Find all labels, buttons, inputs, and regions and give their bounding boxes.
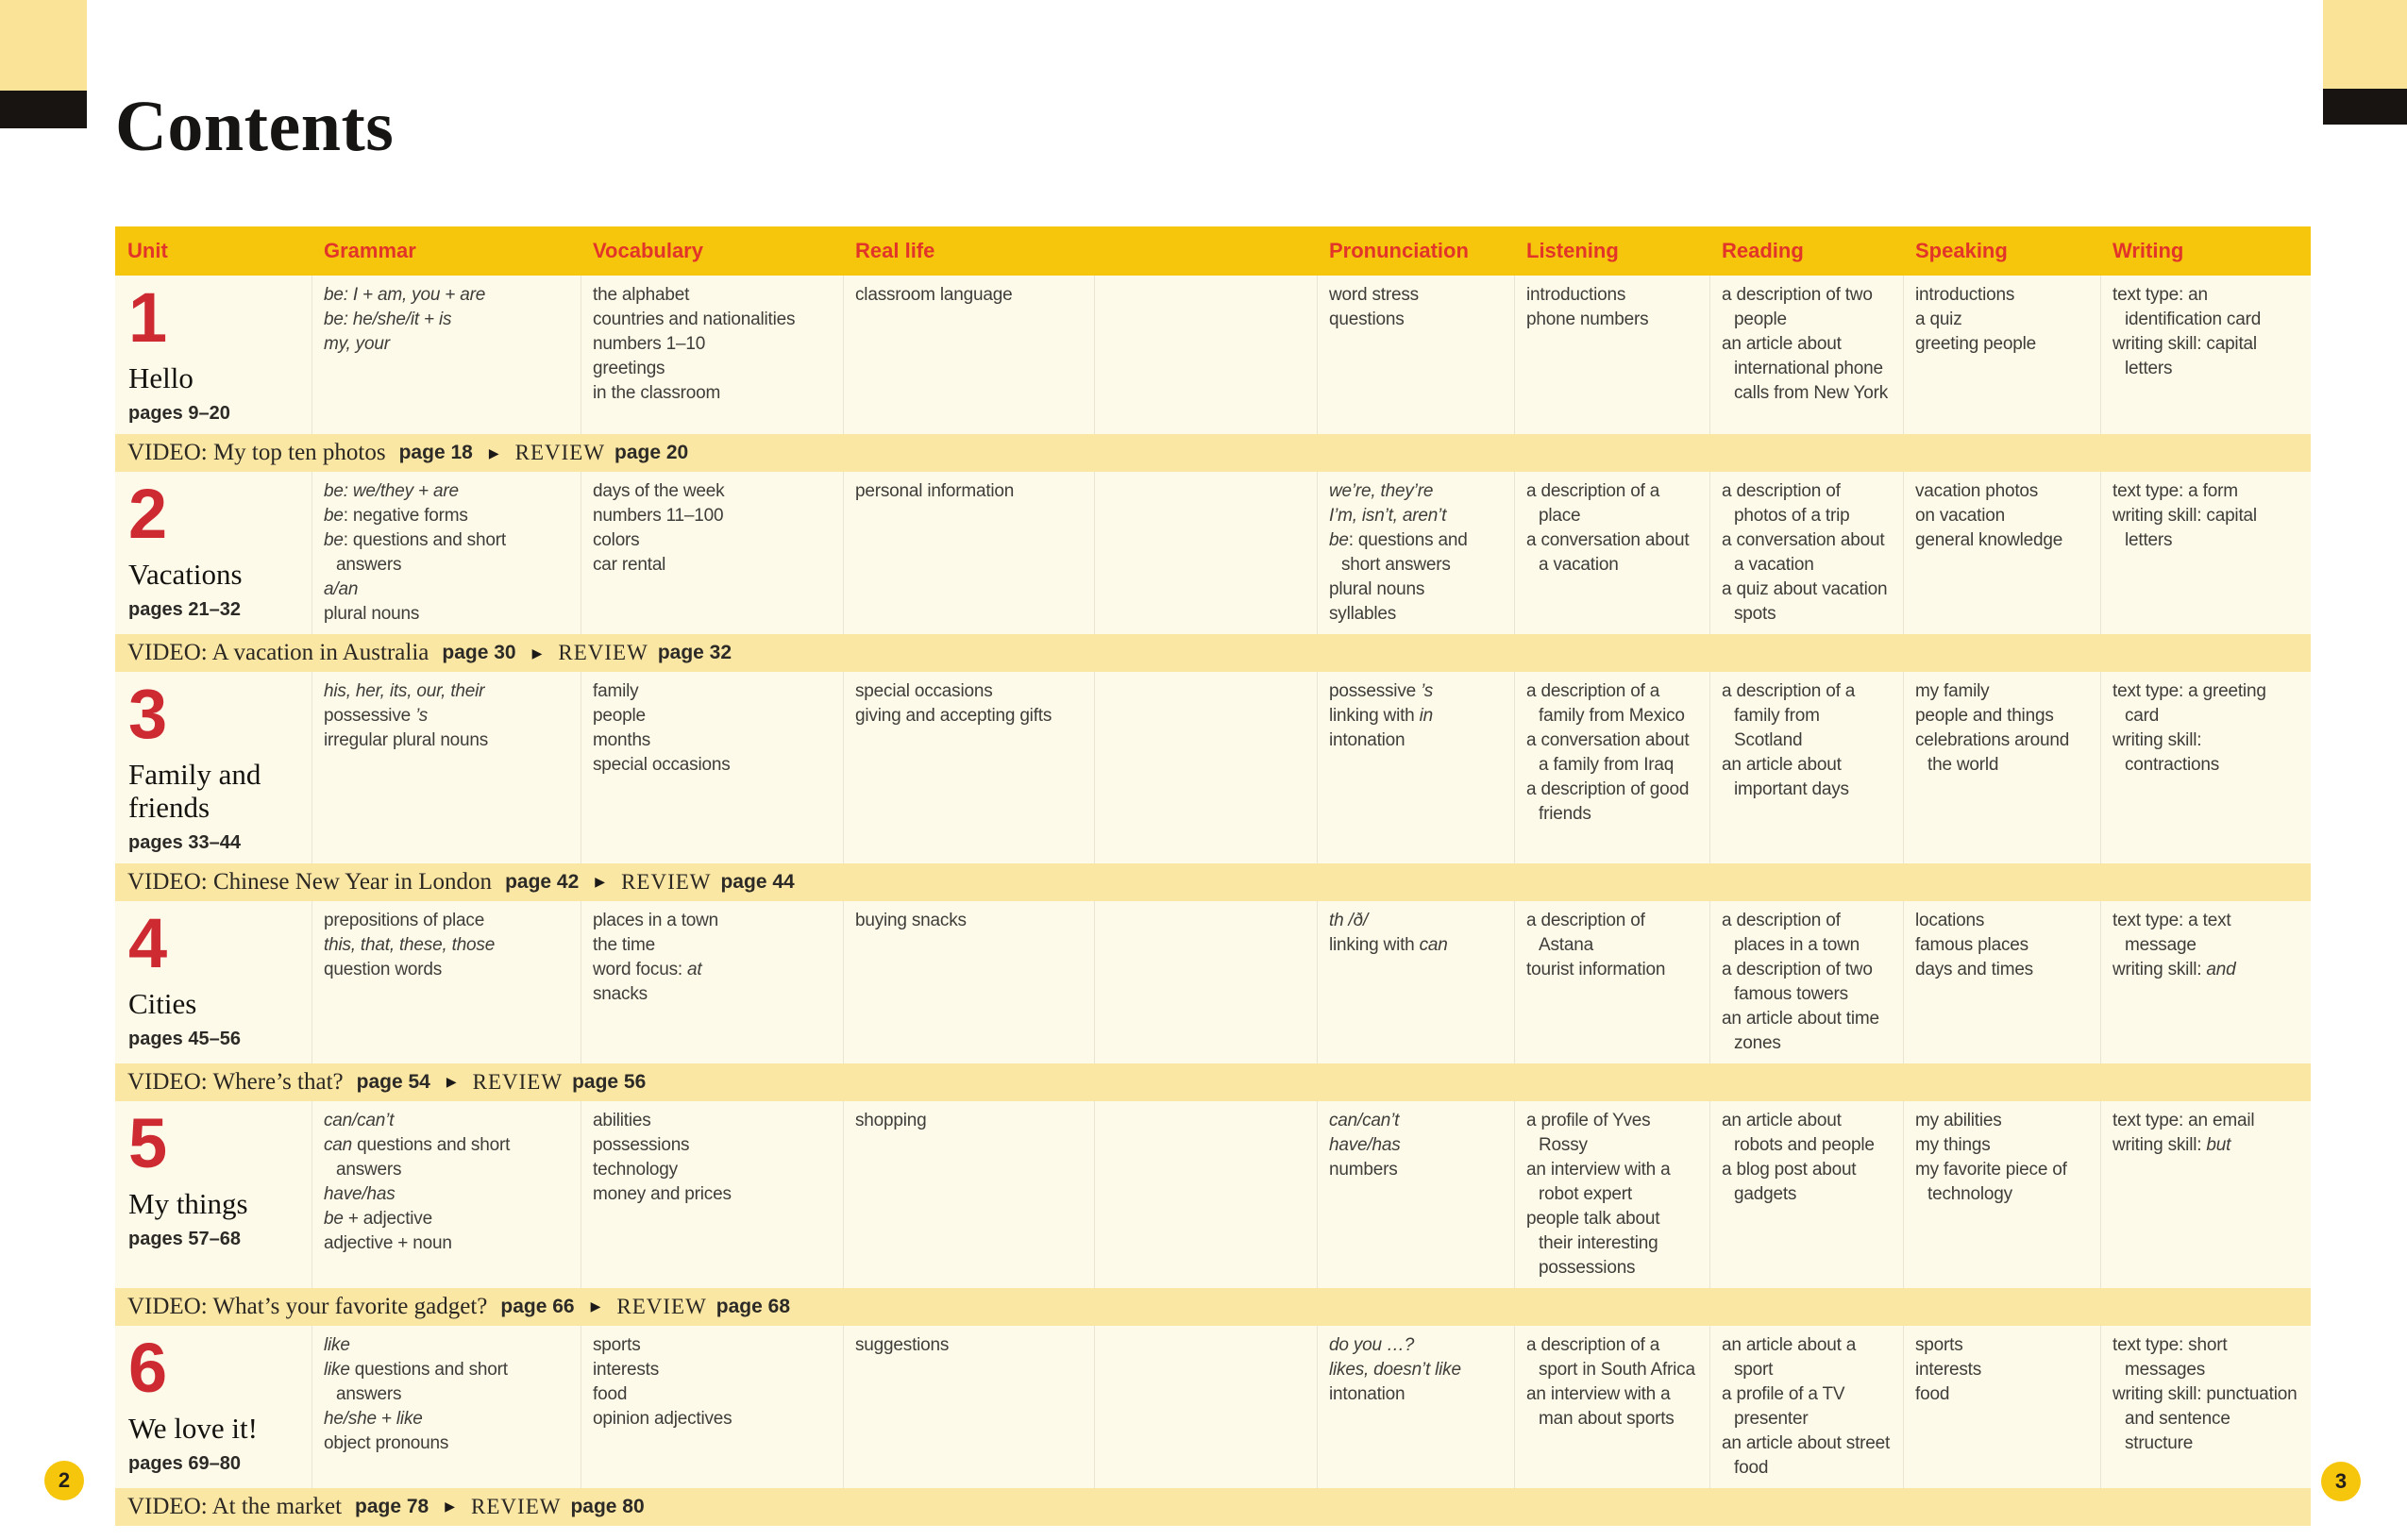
writing-cell — [2100, 472, 2311, 634]
video-title: VIDEO: Where’s that? — [127, 1068, 344, 1095]
unit-cell — [115, 901, 311, 1063]
syllabus-item: my favorite piece of technology — [1915, 1159, 2067, 1204]
syllabus-item: word stress — [1329, 285, 1419, 305]
review-label: REVIEW — [472, 1069, 564, 1094]
syllabus-item: a description of a place — [1526, 481, 1660, 527]
syllabus-item: irregular plural nouns — [324, 730, 489, 751]
grammar-cell — [311, 672, 581, 863]
syllabus-item: adjective + noun — [324, 1232, 452, 1253]
unit-row-6 — [115, 1326, 2311, 1488]
syllabus-item: locations — [1915, 910, 1985, 930]
syllabus-item: food — [1915, 1383, 1950, 1404]
syllabus-item: a conversation about a vacation — [1722, 530, 1885, 576]
syllabus-item: family — [593, 681, 639, 702]
syllabus-item: an article about international phone calls from New York — [1722, 334, 1889, 403]
syllabus-item: can questions and short answers — [324, 1134, 511, 1180]
play-icon: ▶ — [531, 644, 543, 661]
syllabus-item: an article about street food — [1722, 1432, 1891, 1478]
play-icon: ▶ — [595, 874, 606, 890]
syllabus-item: plural nouns — [1329, 579, 1425, 600]
unit-cell — [115, 472, 311, 634]
column-header-listening: Listening — [1526, 239, 1619, 262]
column-header-empty — [1094, 226, 1317, 276]
pronunciation-cell — [1317, 276, 1514, 434]
syllabus-item: famous places — [1915, 934, 2028, 955]
page-number-left-badge — [44, 1461, 84, 1500]
syllabus-item: my abilities — [1915, 1110, 2002, 1130]
speaking-cell — [1903, 276, 2100, 434]
syllabus-item: questions — [1329, 310, 1405, 329]
syllabus-item: places in a town — [593, 910, 719, 930]
syllabus-item: possessions — [593, 1134, 690, 1155]
syllabus-item: a description of Astana — [1526, 910, 1645, 955]
reading-cell — [1709, 1326, 1903, 1488]
writing-cell — [2100, 672, 2311, 863]
syllabus-item: like — [324, 1334, 350, 1355]
column-header-speaking: Speaking — [1915, 239, 2008, 262]
syllabus-item: countries and nationalities — [593, 310, 796, 329]
syllabus-item: months — [593, 730, 651, 751]
syllabus-item: linking with can — [1329, 934, 1448, 955]
syllabus-item: a/an — [324, 579, 359, 600]
syllabus-item: this, that, these, those — [324, 934, 496, 955]
unit-title: Vacations — [128, 558, 243, 592]
video-review-bar — [115, 1288, 2311, 1326]
play-icon: ▶ — [446, 1074, 457, 1090]
syllabus-item: numbers — [1329, 1159, 1398, 1180]
syllabus-item: the time — [593, 934, 655, 955]
syllabus-item: on vacation — [1915, 506, 2005, 527]
unit-title: Hello — [128, 361, 194, 395]
syllabus-item: question words — [324, 959, 442, 979]
real-life-cell — [843, 472, 1094, 634]
video-title: VIDEO: At the market — [127, 1493, 343, 1519]
page-number-right-badge — [2321, 1462, 2361, 1501]
video-title: VIDEO: A vacation in Australia — [127, 640, 429, 666]
syllabus-item: a profile of Yves Rossy — [1526, 1110, 1651, 1155]
video-review-bar — [115, 634, 2311, 672]
syllabus-item: writing skill: contractions — [2112, 730, 2220, 776]
column-header-grammar: Grammar — [324, 239, 416, 262]
page-number-left: 2 — [58, 1468, 71, 1492]
grammar-cell — [311, 1326, 581, 1488]
unit-pages: pages 21–32 — [128, 599, 241, 621]
listening-cell — [1514, 1101, 1709, 1288]
empty-cell — [1094, 1326, 1317, 1488]
speaking-cell — [1903, 672, 2100, 863]
unit-row-1 — [115, 276, 2311, 434]
syllabus-item: my, your — [324, 334, 390, 354]
syllabus-item: a description of two people — [1722, 285, 1873, 329]
review-label: REVIEW — [471, 1494, 562, 1518]
syllabus-item: vacation photos — [1915, 481, 2039, 502]
syllabus-item: be: he/she/it + is — [324, 310, 452, 329]
video-page-ref: page 18 — [398, 442, 473, 464]
syllabus-item: a blog post about gadgets — [1722, 1159, 1857, 1204]
unit-number: 5 — [128, 1103, 168, 1182]
syllabus-item: sports — [1915, 1334, 1963, 1355]
syllabus-item: can/can’t — [324, 1110, 395, 1130]
syllabus-item: a description of two famous towers — [1722, 959, 1873, 1004]
review-label: REVIEW — [616, 1294, 707, 1318]
syllabus-item: plural nouns — [324, 604, 420, 625]
video-page-ref: page 54 — [356, 1070, 430, 1093]
column-header-real-life: Real life — [855, 239, 935, 262]
syllabus-item: text type: a text message — [2112, 910, 2231, 955]
video-page-ref: page 42 — [505, 870, 580, 893]
syllabus-item: text type: a form — [2112, 481, 2238, 502]
syllabus-item: intonation — [1329, 1383, 1405, 1404]
syllabus-item: a profile of a TV presenter — [1722, 1383, 1845, 1429]
syllabus-item: a quiz — [1915, 310, 1962, 329]
syllabus-item: do you …? — [1329, 1334, 1415, 1355]
review-page-ref: page 80 — [570, 1495, 645, 1517]
page-number-right: 3 — [2334, 1469, 2348, 1493]
unit-row-5 — [115, 1101, 2311, 1288]
corner-yellow-block-left — [0, 0, 87, 91]
syllabus-item: an article about a sport — [1722, 1334, 1857, 1380]
grammar-cell — [311, 1101, 581, 1288]
speaking-cell — [1903, 901, 2100, 1063]
reading-cell — [1709, 472, 1903, 634]
column-header-writing: Writing — [2112, 239, 2184, 262]
syllabus-item: be + adjective — [324, 1208, 432, 1229]
pronunciation-cell — [1317, 901, 1514, 1063]
reading-cell — [1709, 672, 1903, 863]
listening-cell — [1514, 1326, 1709, 1488]
syllabus-item: his, her, its, our, their — [324, 681, 485, 702]
syllabus-item: a conversation about a vacation — [1526, 530, 1690, 576]
syllabus-item: be: we/they + are — [324, 481, 459, 502]
vocabulary-cell — [581, 472, 843, 634]
syllabus-item: interests — [593, 1359, 660, 1380]
syllabus-item: days and times — [1915, 959, 2033, 979]
column-header-reading: Reading — [1722, 239, 1804, 262]
syllabus-item: tourist information — [1526, 959, 1666, 979]
syllabus-item: phone numbers — [1526, 310, 1649, 329]
syllabus-item: possessive ’s — [1329, 681, 1434, 702]
listening-cell — [1514, 472, 1709, 634]
syllabus-item: numbers 1–10 — [593, 334, 706, 354]
syllabus-item: text type: a greeting card — [2112, 681, 2266, 727]
video-review-bar — [115, 863, 2311, 901]
contents-table — [115, 226, 2311, 1526]
video-title: VIDEO: Chinese New Year in London — [127, 868, 493, 895]
unit-cell — [115, 672, 311, 863]
syllabus-item: classroom language — [855, 285, 1013, 305]
unit-cell — [115, 1326, 311, 1488]
syllabus-item: writing skill: and — [2112, 959, 2236, 979]
syllabus-item: a description of good friends — [1526, 779, 1690, 825]
listening-cell — [1514, 672, 1709, 863]
listening-cell — [1514, 901, 1709, 1063]
pronunciation-cell — [1317, 1101, 1514, 1288]
vocabulary-cell — [581, 1101, 843, 1288]
real-life-cell — [843, 901, 1094, 1063]
syllabus-item: a description of a sport in South Africa — [1526, 1334, 1695, 1380]
syllabus-item: an article about time zones — [1722, 1008, 1879, 1053]
syllabus-item: object pronouns — [324, 1432, 449, 1453]
unit-row-3 — [115, 672, 2311, 863]
reading-cell — [1709, 1101, 1903, 1288]
syllabus-item: introductions — [1526, 285, 1626, 305]
video-review-bar — [115, 434, 2311, 472]
empty-cell — [1094, 276, 1317, 434]
syllabus-item: prepositions of place — [324, 910, 485, 930]
column-header-vocabulary: Vocabulary — [593, 239, 703, 262]
unit-pages: pages 45–56 — [128, 1028, 241, 1049]
table-body — [115, 276, 2311, 1526]
video-review-bar — [115, 1063, 2311, 1101]
video-title: VIDEO: My top ten photos — [127, 440, 386, 466]
syllabus-item: he/she + like — [324, 1408, 423, 1429]
listening-cell — [1514, 276, 1709, 434]
syllabus-item: be: negative forms — [324, 506, 468, 527]
syllabus-item: greetings — [593, 359, 665, 378]
syllabus-item: a description of a family from Mexico — [1526, 681, 1685, 727]
unit-cell — [115, 1101, 311, 1288]
pronunciation-cell — [1317, 1326, 1514, 1488]
syllabus-item: opinion adjectives — [593, 1408, 732, 1429]
syllabus-item: text type: short messages — [2112, 1334, 2228, 1380]
unit-number: 2 — [128, 475, 168, 554]
syllabus-item: colors — [593, 530, 640, 551]
video-review-bar — [115, 1488, 2311, 1526]
syllabus-item: can/can’t — [1329, 1110, 1400, 1130]
syllabus-item: technology — [593, 1159, 678, 1180]
syllabus-item: I’m, isn’t, aren’t — [1329, 506, 1447, 527]
unit-row-2 — [115, 472, 2311, 634]
unit-title: My things — [128, 1187, 248, 1221]
video-page-ref: page 78 — [355, 1495, 429, 1517]
syllabus-item: be: questions and short answers — [1329, 530, 1468, 576]
syllabus-item: be: questions and short answers — [324, 530, 506, 576]
syllabus-item: suggestions — [855, 1334, 950, 1355]
syllabus-item: text type: an identification card — [2112, 285, 2262, 329]
column-header-unit: Unit — [127, 239, 168, 262]
review-label: REVIEW — [621, 869, 712, 894]
syllabus-item: a quiz about vacation spots — [1722, 579, 1888, 625]
corner-black-block-left — [0, 91, 87, 128]
syllabus-item: an article about robots and people — [1722, 1110, 1875, 1155]
speaking-cell — [1903, 1326, 2100, 1488]
real-life-cell — [843, 1101, 1094, 1288]
play-icon: ▶ — [445, 1498, 456, 1515]
real-life-cell — [843, 276, 1094, 434]
unit-cell — [115, 276, 311, 434]
grammar-cell — [311, 472, 581, 634]
syllabus-item: snacks — [593, 983, 648, 1004]
unit-number: 4 — [128, 903, 168, 982]
writing-cell — [2100, 276, 2311, 434]
review-label: REVIEW — [514, 441, 606, 465]
video-page-ref: page 66 — [500, 1295, 575, 1317]
syllabus-item: linking with in — [1329, 706, 1434, 727]
empty-cell — [1094, 672, 1317, 863]
review-label: REVIEW — [558, 641, 648, 665]
empty-cell — [1094, 901, 1317, 1063]
real-life-cell — [843, 672, 1094, 863]
pronunciation-cell — [1317, 672, 1514, 863]
syllabus-item: a conversation about a family from Iraq — [1526, 730, 1690, 776]
syllabus-item: a description of photos of a trip — [1722, 481, 1850, 527]
grammar-cell — [311, 276, 581, 434]
vocabulary-cell — [581, 276, 843, 434]
page-title: Contents — [115, 87, 395, 166]
syllabus-item: like questions and short answers — [324, 1359, 508, 1404]
video-title: VIDEO: What’s your favorite gadget? — [127, 1293, 488, 1319]
unit-number: 1 — [128, 278, 168, 357]
review-page-ref: page 68 — [715, 1295, 791, 1317]
syllabus-item: likes, doesn’t like — [1329, 1359, 1461, 1380]
syllabus-item: an article about important days — [1722, 755, 1849, 800]
syllabus-item: we’re, they’re — [1329, 481, 1434, 502]
unit-row-4 — [115, 901, 2311, 1063]
syllabus-item: celebrations around the world — [1915, 730, 2070, 776]
unit-number: 6 — [128, 1328, 168, 1407]
syllabus-item: th /ð/ — [1329, 910, 1369, 930]
syllabus-item: have/has — [1329, 1134, 1401, 1155]
corner-yellow-block-right — [2323, 0, 2407, 89]
syllabus-item: special occasions — [593, 755, 731, 776]
syllabus-item: abilities — [593, 1110, 651, 1130]
syllabus-item: word focus: at — [593, 959, 702, 979]
syllabus-item: sports — [593, 1334, 641, 1355]
syllabus-item: special occasions — [855, 681, 993, 702]
reading-cell — [1709, 901, 1903, 1063]
syllabus-item: an interview with a man about sports — [1526, 1383, 1675, 1429]
table-header-row — [115, 226, 2311, 276]
syllabus-item: be: I + am, you + are — [324, 285, 486, 305]
syllabus-item: syllables — [1329, 604, 1397, 625]
review-page-ref: page 32 — [657, 642, 732, 664]
corner-black-block-right — [2323, 89, 2407, 125]
syllabus-item: writing skill: capital letters — [2112, 506, 2257, 551]
syllabus-item: personal information — [855, 481, 1015, 502]
writing-cell — [2100, 1326, 2311, 1488]
syllabus-item: writing skill: capital letters — [2112, 334, 2257, 378]
real-life-cell — [843, 1326, 1094, 1488]
writing-cell — [2100, 1101, 2311, 1288]
syllabus-item: in the classroom — [593, 383, 721, 403]
play-icon: ▶ — [488, 444, 499, 460]
video-page-ref: page 30 — [442, 642, 516, 664]
empty-cell — [1094, 1101, 1317, 1288]
syllabus-item: the alphabet — [593, 285, 690, 305]
vocabulary-cell — [581, 901, 843, 1063]
syllabus-item: days of the week — [593, 481, 725, 502]
syllabus-item: possessive ’s — [324, 706, 429, 727]
unit-title: We love it! — [128, 1412, 258, 1446]
syllabus-item: giving and accepting gifts — [855, 706, 1052, 727]
syllabus-item: a description of a family from Scotland — [1722, 681, 1856, 751]
unit-title: Cities — [128, 987, 197, 1021]
syllabus-item: text type: an email — [2112, 1110, 2255, 1130]
unit-title: Family and friends — [128, 758, 261, 825]
speaking-cell — [1903, 472, 2100, 634]
syllabus-item: interests — [1915, 1359, 1982, 1380]
syllabus-item: my things — [1915, 1134, 1991, 1155]
empty-cell — [1094, 472, 1317, 634]
syllabus-item: shopping — [855, 1110, 927, 1130]
syllabus-item: my family — [1915, 681, 1990, 702]
syllabus-item: an interview with a robot expert — [1526, 1159, 1671, 1204]
review-page-ref: page 44 — [720, 870, 795, 893]
play-icon: ▶ — [590, 1298, 601, 1314]
pronunciation-cell — [1317, 472, 1514, 634]
syllabus-item: numbers 11–100 — [593, 506, 724, 527]
syllabus-item: people and things — [1915, 706, 2054, 727]
syllabus-item: food — [593, 1383, 628, 1404]
grammar-cell — [311, 901, 581, 1063]
unit-pages: pages 33–44 — [128, 831, 241, 853]
review-page-ref: page 56 — [572, 1070, 647, 1093]
unit-pages: pages 69–80 — [128, 1452, 241, 1474]
syllabus-item: money and prices — [593, 1183, 732, 1204]
syllabus-item: buying snacks — [855, 910, 967, 930]
syllabus-item: car rental — [593, 555, 666, 576]
unit-number: 3 — [128, 675, 168, 754]
column-header-pronunciation: Pronunciation — [1329, 239, 1469, 262]
unit-pages: pages 9–20 — [128, 403, 230, 425]
syllabus-item: writing skill: punctuation and sentence structure — [2112, 1383, 2298, 1453]
review-page-ref: page 20 — [614, 442, 689, 464]
syllabus-item: greeting people — [1915, 334, 2036, 354]
reading-cell — [1709, 276, 1903, 434]
writing-cell — [2100, 901, 2311, 1063]
syllabus-item: people talk about their interesting possessions — [1526, 1208, 1660, 1278]
syllabus-item: have/has — [324, 1183, 396, 1204]
syllabus-item: general knowledge — [1915, 530, 2063, 551]
speaking-cell — [1903, 1101, 2100, 1288]
syllabus-item: writing skill: but — [2112, 1134, 2231, 1155]
syllabus-item: a description of places in a town — [1722, 910, 1860, 955]
syllabus-item: people — [593, 706, 646, 727]
vocabulary-cell — [581, 672, 843, 863]
vocabulary-cell — [581, 1326, 843, 1488]
unit-pages: pages 57–68 — [128, 1228, 241, 1249]
syllabus-item: introductions — [1915, 285, 2015, 305]
syllabus-item: intonation — [1329, 730, 1405, 751]
